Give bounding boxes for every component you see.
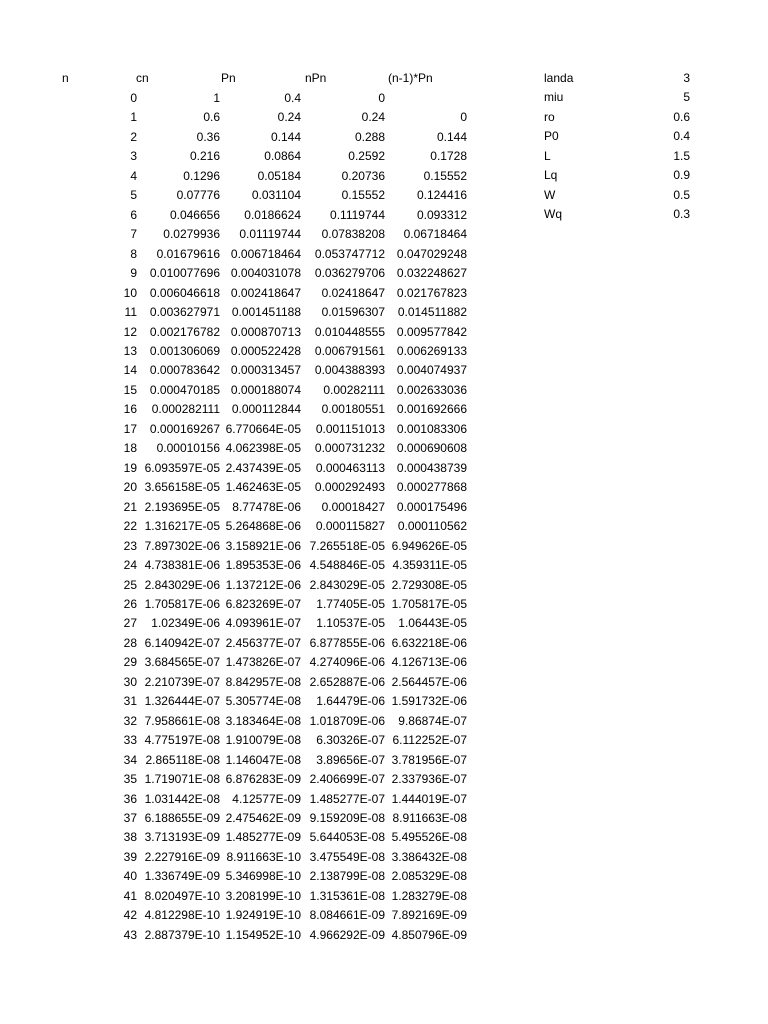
table-row	[0, 420, 768, 440]
cell-n1pn[interactable]: 1.591732E-06	[391, 694, 467, 709]
cell-npn[interactable]: 0.006791561	[314, 343, 385, 358]
cell-pn[interactable]: 6.876283E-09	[225, 772, 301, 787]
cell-n1pn[interactable]: 2.729308E-05	[391, 577, 467, 592]
table-row	[0, 517, 768, 537]
cell-npn[interactable]: 0.1119744	[330, 207, 385, 222]
cell-cn[interactable]: 0.001306069	[149, 343, 220, 358]
cell-n[interactable]: 43	[123, 927, 137, 942]
cell-n1pn[interactable]: 6.632218E-06	[391, 635, 467, 650]
cell-npn[interactable]: 0.00282111	[323, 382, 385, 397]
cell-n[interactable]: 38	[123, 830, 137, 845]
cell-pn[interactable]: 1.462463E-05	[225, 480, 301, 495]
parameter-name[interactable]: Lq	[544, 168, 558, 183]
cell-n1pn[interactable]: 0.004074937	[396, 363, 467, 378]
cell-pn[interactable]: 1.146047E-08	[225, 752, 301, 767]
cell-n1pn[interactable]: 1.06443E-05	[398, 616, 467, 631]
cell-n[interactable]: 26	[123, 596, 137, 611]
cell-n1pn[interactable]: 0.032248627	[396, 266, 467, 281]
cell-npn[interactable]: 2.406699E-07	[309, 772, 385, 787]
cell-pn[interactable]: 0.24	[277, 110, 301, 125]
cell-cn[interactable]: 0.000282111	[151, 402, 220, 417]
cell-npn[interactable]: 0.000115827	[315, 519, 385, 534]
cell-pn[interactable]: 1.473826E-07	[225, 655, 301, 670]
table-row	[0, 381, 768, 401]
cell-n[interactable]: 14	[123, 363, 137, 378]
table-row	[0, 284, 768, 304]
cell-n[interactable]: 5	[130, 188, 137, 203]
table-row	[0, 595, 768, 615]
cell-pn[interactable]: 0.006718464	[230, 246, 301, 261]
cell-pn[interactable]: 0.01119744	[239, 227, 301, 242]
cell-n[interactable]: 4	[130, 168, 137, 183]
table-row	[0, 264, 768, 284]
cell-n[interactable]: 15	[123, 382, 137, 397]
table-row	[0, 342, 768, 362]
cell-n1pn[interactable]: 0.014511882	[397, 305, 467, 320]
parameter-value[interactable]: 0.6	[673, 109, 690, 124]
parameter-row	[0, 205, 768, 225]
cell-npn[interactable]: 4.966292E-09	[309, 927, 385, 942]
cell-n1pn[interactable]: 0.001083306	[396, 421, 467, 436]
cell-n1pn[interactable]: 6.112252E-07	[392, 733, 467, 748]
cell-cn[interactable]: 1.719071E-08	[144, 772, 220, 787]
cell-pn[interactable]: 4.062398E-05	[225, 441, 301, 456]
cell-n[interactable]: 10	[123, 285, 137, 300]
cell-cn[interactable]: 0.006046618	[149, 285, 220, 300]
table-row	[0, 478, 768, 498]
parameter-row	[0, 166, 768, 186]
cell-npn[interactable]: 2.138799E-08	[309, 869, 385, 884]
cell-n[interactable]: 18	[123, 441, 137, 456]
cell-pn[interactable]: 4.093961E-07	[225, 616, 301, 631]
cell-n[interactable]: 24	[123, 558, 137, 573]
cell-cn[interactable]: 0.000470185	[149, 382, 220, 397]
cell-npn[interactable]: 8.084661E-09	[309, 908, 385, 923]
cell-n1pn[interactable]: 0	[460, 110, 467, 125]
cell-npn[interactable]: 3.475549E-08	[309, 849, 385, 864]
parameter-value[interactable]: 5	[683, 90, 690, 105]
cell-npn[interactable]: 0.001151013	[315, 421, 385, 436]
cell-n[interactable]: 0	[130, 91, 137, 105]
parameter-name[interactable]: Wq	[544, 207, 562, 222]
table-row	[0, 906, 768, 926]
cell-cn[interactable]: 0.36	[196, 129, 220, 144]
table-row	[0, 673, 768, 693]
cell-npn[interactable]: 2.652887E-06	[309, 674, 385, 689]
cell-n1pn[interactable]: 0.000690608	[396, 441, 467, 456]
cell-npn[interactable]: 4.274096E-06	[309, 655, 385, 670]
cell-n1pn[interactable]: 0.124416	[416, 188, 467, 203]
cell-npn[interactable]: 0.2592	[348, 149, 385, 164]
cell-n[interactable]: 9	[130, 266, 137, 281]
cell-pn[interactable]: 1.910079E-08	[225, 733, 301, 748]
cell-pn[interactable]: 0.05184	[257, 168, 301, 183]
table-row	[0, 556, 768, 576]
cell-cn[interactable]: 0.01679616	[156, 246, 220, 261]
cell-npn[interactable]: 1.77405E-05	[316, 596, 385, 611]
cell-npn[interactable]: 0.036279706	[314, 266, 385, 281]
table-row	[0, 926, 768, 946]
cell-cn[interactable]: 0.046656	[169, 207, 220, 222]
cell-pn[interactable]: 1.485277E-09	[225, 830, 301, 845]
cell-n[interactable]: 25	[123, 577, 137, 592]
table-row	[0, 712, 768, 732]
table-row	[0, 303, 768, 323]
cell-n[interactable]: 17	[123, 421, 137, 436]
parameter-row	[0, 69, 768, 89]
cell-n1pn[interactable]: 7.892169E-09	[391, 908, 467, 923]
cell-npn[interactable]: 0.00180551	[321, 402, 385, 417]
cell-cn[interactable]: 6.188655E-09	[144, 811, 220, 826]
cell-pn[interactable]: 2.456377E-07	[225, 635, 301, 650]
cell-n1pn[interactable]: 1.444019E-07	[391, 791, 467, 806]
cell-pn[interactable]: 2.437439E-05	[225, 460, 301, 475]
parameter-value[interactable]: 0.3	[673, 207, 690, 222]
cell-cn[interactable]: 2.887379E-10	[144, 927, 220, 942]
cell-cn[interactable]: 6.140942E-07	[144, 635, 220, 650]
table-row	[0, 498, 768, 518]
cell-npn[interactable]: 0.010448555	[314, 324, 385, 339]
cell-n[interactable]: 29	[123, 655, 137, 670]
cell-npn[interactable]: 0.20736	[341, 168, 385, 183]
cell-n1pn[interactable]: 2.337936E-07	[391, 772, 467, 787]
cell-n[interactable]: 33	[123, 733, 137, 748]
cell-n[interactable]: 7	[130, 227, 137, 242]
cell-n[interactable]: 22	[123, 519, 137, 534]
parameter-name[interactable]: W	[544, 187, 556, 202]
cell-cn[interactable]: 0.010077696	[149, 266, 220, 281]
cell-pn[interactable]: 3.208199E-10	[225, 888, 301, 903]
parameter-value[interactable]: 0.5	[673, 187, 690, 202]
cell-pn[interactable]: 0.031104	[251, 188, 301, 203]
table-row	[0, 634, 768, 654]
parameter-row	[0, 108, 768, 128]
cell-n1pn[interactable]: 0.144	[436, 129, 467, 144]
header-n1pn[interactable]: (n-1)*Pn	[388, 71, 433, 85]
cell-npn[interactable]: 0.288	[354, 129, 385, 144]
cell-n[interactable]: 20	[123, 480, 137, 495]
cell-npn[interactable]: 0.004388393	[314, 363, 385, 378]
cell-n[interactable]: 34	[123, 752, 137, 767]
cell-npn[interactable]: 6.877855E-06	[309, 635, 385, 650]
cell-cn[interactable]: 4.738381E-06	[144, 558, 220, 573]
cell-n1pn[interactable]: 2.564457E-06	[391, 674, 467, 689]
cell-pn[interactable]: 0.144	[270, 129, 301, 144]
table-row	[0, 400, 768, 420]
cell-cn[interactable]: 0.0279936	[163, 227, 220, 242]
cell-npn[interactable]: 0.15552	[341, 188, 385, 203]
cell-npn[interactable]: 0	[378, 91, 385, 105]
cell-npn[interactable]: 0.000463113	[315, 460, 385, 475]
cell-cn[interactable]: 0.216	[189, 149, 220, 164]
cell-npn[interactable]: 4.548846E-05	[309, 558, 385, 573]
cell-npn[interactable]: 6.30326E-07	[316, 733, 385, 748]
cell-cn[interactable]: 0.000169267	[149, 421, 220, 436]
cell-cn[interactable]: 4.812298E-10	[144, 908, 220, 923]
cell-n1pn[interactable]: 0.06718464	[403, 227, 467, 242]
cell-cn[interactable]: 0.1296	[183, 168, 220, 183]
cell-npn[interactable]: 9.159209E-08	[309, 811, 385, 826]
parameter-row	[0, 147, 768, 167]
cell-cn[interactable]: 2.193695E-05	[144, 499, 220, 514]
cell-pn[interactable]: 5.346998E-10	[225, 869, 301, 884]
cell-pn[interactable]: 3.183464E-08	[225, 713, 301, 728]
cell-cn[interactable]: 1.336749E-09	[144, 869, 220, 884]
cell-n1pn[interactable]: 4.359311E-05	[392, 558, 467, 573]
cell-pn[interactable]: 0.0186624	[244, 207, 301, 222]
cell-pn[interactable]: 8.911663E-10	[226, 849, 301, 864]
cell-n1pn[interactable]: 4.126713E-06	[391, 655, 467, 670]
cell-pn[interactable]: 0.0864	[264, 149, 301, 164]
cell-cn[interactable]: 7.958661E-08	[144, 713, 220, 728]
parameter-name[interactable]: L	[544, 148, 551, 163]
cell-cn[interactable]: 2.843029E-06	[144, 577, 220, 592]
cell-n1pn[interactable]: 0.021767823	[396, 285, 467, 300]
cell-n[interactable]: 28	[123, 635, 137, 650]
cell-n1pn[interactable]: 9.86874E-07	[398, 713, 467, 728]
cell-n1pn[interactable]: 4.850796E-09	[391, 927, 467, 942]
cell-n[interactable]: 40	[123, 869, 137, 884]
parameter-name[interactable]: P0	[544, 129, 559, 144]
cell-n1pn[interactable]: 0.009577842	[396, 324, 467, 339]
table-row	[0, 225, 768, 245]
cell-cn[interactable]: 0.6	[203, 110, 220, 125]
table-row	[0, 692, 768, 712]
cell-n1pn[interactable]: 1.283279E-08	[391, 888, 467, 903]
cell-n[interactable]: 6	[130, 207, 137, 222]
table-row	[0, 731, 768, 751]
cell-npn[interactable]: 1.485277E-07	[309, 791, 385, 806]
cell-pn[interactable]: 0.001451188	[231, 305, 301, 320]
cell-cn[interactable]: 2.865118E-08	[145, 752, 220, 767]
cell-n1pn[interactable]: 2.085329E-08	[391, 869, 467, 884]
cell-n[interactable]: 1	[130, 110, 137, 125]
cell-npn[interactable]: 0.02418647	[321, 285, 385, 300]
cell-npn[interactable]: 0.01596307	[321, 305, 385, 320]
table-row	[0, 809, 768, 829]
cell-n[interactable]: 19	[123, 460, 137, 475]
header-n[interactable]: n	[62, 71, 69, 85]
cell-n[interactable]: 37	[123, 811, 137, 826]
cell-npn[interactable]: 1.018709E-06	[309, 713, 385, 728]
cell-pn[interactable]: 1.895353E-06	[225, 558, 301, 573]
table-row	[0, 537, 768, 557]
cell-cn[interactable]: 1.705817E-06	[144, 596, 220, 611]
cell-cn[interactable]: 1.031442E-08	[144, 791, 220, 806]
cell-n1pn[interactable]: 8.911663E-08	[392, 811, 467, 826]
cell-n1pn[interactable]: 0.000438739	[396, 460, 467, 475]
cell-n[interactable]: 41	[123, 888, 137, 903]
table-row	[0, 576, 768, 596]
cell-cn[interactable]: 2.210739E-07	[144, 674, 220, 689]
cell-cn[interactable]: 3.656158E-05	[144, 480, 220, 495]
table-row	[0, 751, 768, 771]
cell-n[interactable]: 2	[130, 129, 137, 144]
parameter-name[interactable]: landa	[544, 71, 574, 85]
cell-n[interactable]: 32	[123, 713, 137, 728]
cell-n[interactable]: 42	[123, 908, 137, 923]
cell-pn[interactable]: 0.004031078	[230, 266, 301, 281]
table-row	[0, 790, 768, 810]
cell-npn[interactable]: 7.265518E-05	[309, 538, 385, 553]
cell-n1pn[interactable]: 0.1728	[430, 149, 467, 164]
cell-npn[interactable]: 1.64479E-06	[316, 694, 385, 709]
table-row	[0, 361, 768, 381]
cell-cn[interactable]: 3.713193E-09	[144, 830, 220, 845]
cell-pn[interactable]: 0.4	[284, 91, 301, 105]
header-npn[interactable]: nPn	[305, 71, 327, 85]
parameter-value[interactable]: 3	[683, 71, 690, 85]
parameter-name[interactable]: miu	[544, 90, 564, 105]
header-cn[interactable]: cn	[136, 71, 149, 85]
cell-n[interactable]: 31	[123, 694, 137, 709]
table-row	[0, 828, 768, 848]
cell-npn[interactable]: 0.07838208	[321, 227, 385, 242]
cell-n[interactable]: 23	[123, 538, 137, 553]
cell-pn[interactable]: 1.924919E-10	[225, 908, 301, 923]
cell-cn[interactable]: 2.227916E-09	[144, 849, 220, 864]
cell-pn[interactable]: 0.002418647	[230, 285, 301, 300]
cell-n1pn[interactable]: 1.705817E-05	[391, 596, 467, 611]
cell-n[interactable]: 11	[124, 305, 137, 320]
cell-n1pn[interactable]: 0.000175496	[396, 499, 467, 514]
parameter-name[interactable]: ro	[544, 109, 555, 124]
cell-cn[interactable]: 3.684565E-07	[144, 655, 220, 670]
parameter-value[interactable]: 0.4	[673, 129, 690, 144]
cell-npn[interactable]: 1.10537E-05	[316, 616, 385, 631]
header-pn[interactable]: Pn	[221, 71, 236, 85]
cell-n[interactable]: 35	[123, 772, 137, 787]
cell-npn[interactable]: 0.00018427	[321, 499, 385, 514]
table-row	[0, 439, 768, 459]
cell-cn[interactable]: 7.897302E-06	[144, 538, 220, 553]
cell-n[interactable]: 30	[123, 674, 137, 689]
cell-pn[interactable]: 0.000313457	[230, 363, 301, 378]
cell-pn[interactable]: 8.842957E-08	[225, 674, 301, 689]
cell-cn[interactable]: 4.775197E-08	[144, 733, 220, 748]
table-row	[0, 323, 768, 343]
cell-n[interactable]: 36	[123, 791, 137, 806]
cell-n1pn[interactable]: 0.006269133	[396, 343, 467, 358]
cell-n[interactable]: 8	[130, 246, 137, 261]
cell-n1pn[interactable]: 0.002633036	[396, 382, 467, 397]
cell-npn[interactable]: 0.000731232	[314, 441, 385, 456]
parameter-value[interactable]: 1.5	[673, 148, 690, 163]
cell-n[interactable]: 16	[123, 402, 137, 417]
table-row	[0, 653, 768, 673]
cell-cn[interactable]: 8.020497E-10	[144, 888, 220, 903]
cell-n1pn[interactable]: 5.495526E-08	[391, 830, 467, 845]
cell-cn[interactable]: 0.00010156	[156, 441, 220, 456]
cell-pn[interactable]: 2.475462E-09	[225, 811, 301, 826]
cell-cn[interactable]: 0.003627971	[149, 305, 220, 320]
cell-n1pn[interactable]: 0.15552	[423, 168, 467, 183]
parameter-row	[0, 127, 768, 147]
cell-pn[interactable]: 8.77478E-06	[232, 499, 301, 514]
table-row	[0, 614, 768, 634]
cell-pn[interactable]: 5.264868E-06	[225, 519, 301, 534]
table-row	[0, 848, 768, 868]
cell-npn[interactable]: 0.000292493	[314, 480, 385, 495]
cell-n1pn[interactable]: 0.000277868	[396, 480, 467, 495]
cell-npn[interactable]: 2.843029E-05	[309, 577, 385, 592]
cell-pn[interactable]: 3.158921E-06	[225, 538, 301, 553]
parameter-value[interactable]: 0.9	[673, 168, 690, 183]
cell-pn[interactable]: 4.12577E-09	[232, 791, 301, 806]
cell-n1pn[interactable]: 0.001692666	[396, 402, 467, 417]
cell-n1pn[interactable]: 3.386432E-08	[391, 849, 467, 864]
cell-cn[interactable]: 0.07776	[176, 188, 220, 203]
cell-n[interactable]: 27	[123, 616, 137, 631]
cell-pn[interactable]: 1.154952E-10	[225, 927, 301, 942]
cell-n[interactable]: 12	[123, 324, 137, 339]
cell-n[interactable]: 13	[123, 343, 137, 358]
cell-pn[interactable]: 0.000870713	[230, 324, 301, 339]
cell-npn[interactable]: 0.24	[361, 110, 385, 125]
cell-pn[interactable]: 0.000112844	[231, 402, 301, 417]
parameter-row	[0, 88, 768, 108]
table-row	[0, 770, 768, 790]
cell-npn[interactable]: 1.315361E-08	[309, 888, 385, 903]
cell-cn[interactable]: 0.000783642	[149, 363, 220, 378]
cell-pn[interactable]: 1.137212E-06	[225, 577, 301, 592]
cell-cn[interactable]: 1.02349E-06	[151, 616, 220, 631]
cell-pn[interactable]: 6.823269E-07	[225, 596, 301, 611]
cell-cn[interactable]: 6.093597E-05	[144, 460, 220, 475]
cell-n1pn[interactable]: 0.093312	[416, 207, 467, 222]
cell-n[interactable]: 3	[130, 149, 137, 164]
cell-npn[interactable]: 3.89656E-07	[316, 752, 385, 767]
cell-n[interactable]: 39	[123, 849, 137, 864]
cell-pn[interactable]: 0.000188074	[230, 382, 301, 397]
cell-n1pn[interactable]: 0.000110562	[397, 519, 467, 534]
cell-pn[interactable]: 0.000522428	[230, 343, 301, 358]
cell-n[interactable]: 21	[123, 499, 137, 514]
cell-cn[interactable]: 0.002176782	[149, 324, 220, 339]
cell-pn[interactable]: 5.305774E-08	[225, 694, 301, 709]
cell-npn[interactable]: 5.644053E-08	[309, 830, 385, 845]
cell-n1pn[interactable]: 6.949626E-05	[391, 538, 467, 553]
cell-cn[interactable]: 1.326444E-07	[144, 694, 220, 709]
cell-cn[interactable]: 1.316217E-05	[144, 519, 220, 534]
cell-cn[interactable]: 1	[213, 91, 220, 105]
cell-pn[interactable]: 6.770664E-05	[225, 421, 301, 436]
cell-n1pn[interactable]: 3.781956E-07	[391, 752, 467, 767]
table-row	[0, 459, 768, 479]
parameter-row	[0, 186, 768, 206]
cell-n1pn[interactable]: 0.047029248	[396, 246, 467, 261]
cell-npn[interactable]: 0.053747712	[314, 246, 385, 261]
table-row	[0, 245, 768, 265]
table-row	[0, 867, 768, 887]
table-row	[0, 887, 768, 907]
